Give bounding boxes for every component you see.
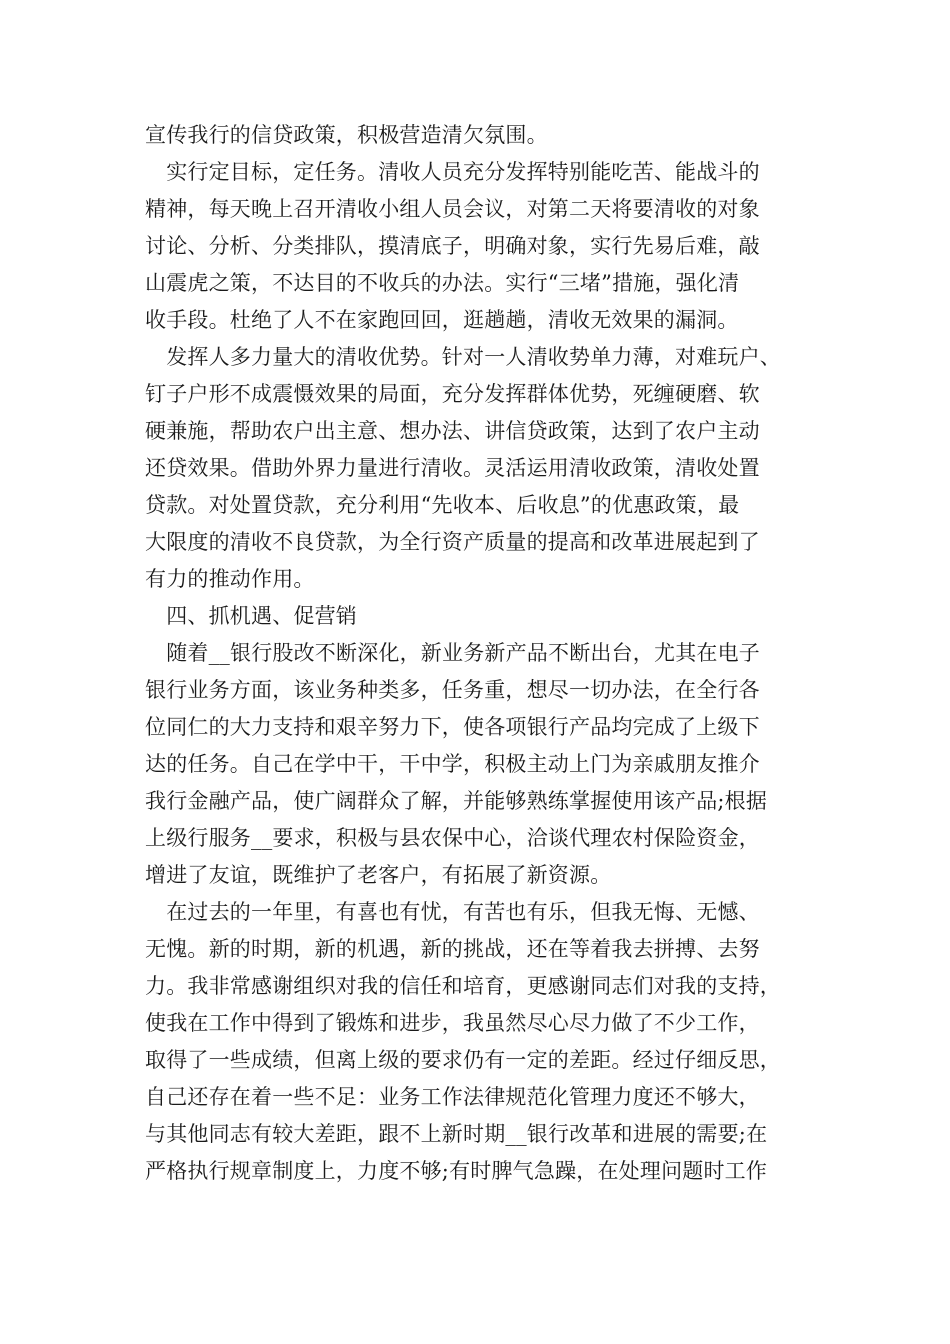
text-line: 讨论、分析、分类排队，摸清底子，明确对象，实行先易后难，敲 (145, 234, 760, 258)
text-line: 收手段。杜绝了人不在家跑回回，逛趟趟，清收无效果的漏洞。 (145, 308, 739, 332)
text-line: 有力的推动作用。 (145, 567, 315, 591)
text-line: 严格执行规章制度上，力度不够;有时脾气急躁，在处理问题时工作 (145, 1159, 768, 1183)
text-line: 力。我非常感谢组织对我的信任和培育，更感谢同志们对我的支持， (145, 974, 781, 998)
text-line: 贷款。对处置贷款，充分利用“先收本、后收息”的优惠政策，最 (145, 493, 740, 517)
text-line: 大限度的清收不良贷款，为全行资产质量的提高和改革进展起到了 (145, 530, 760, 554)
text-line: 还贷效果。借助外界力量进行清收。灵活运用清收政策，清收处置 (145, 456, 760, 480)
text-line: 实行定目标，定任务。清收人员充分发挥特别能吃苦、能战斗的 (145, 160, 760, 184)
section-heading: 四、抓机遇、促营销 (145, 604, 357, 628)
text-line: 银行业务方面，该业务种类多，任务重，想尽一切办法，在全行各 (145, 678, 760, 702)
text-line: 发挥人多力量大的清收优势。针对一人清收势单力薄，对难玩户、 (145, 345, 781, 369)
text-line: 使我在工作中得到了锻炼和进步，我虽然尽心尽力做了不少工作， (145, 1011, 760, 1035)
text-line: 达的任务。自己在学中干，干中学，积极主动上门为亲戚朋友推介 (145, 752, 760, 776)
text-line: 宣传我行的信贷政策，积极营造清欠氛围。 (145, 123, 548, 147)
text-line: 自己还存在着一些不足：业务工作法律规范化管理力度还不够大， (145, 1085, 760, 1109)
text-line: 上级行服务__要求，积极与县农保中心，洽谈代理农村保险资金， (145, 826, 760, 850)
text-line: 位同仁的大力支持和艰辛努力下，使各项银行产品均完成了上级下 (145, 715, 760, 739)
text-line: 钉子户形不成震慑效果的局面，充分发挥群体优势，死缠硬磨、软 (145, 382, 760, 406)
text-line: 在过去的一年里，有喜也有忧，有苦也有乐，但我无悔、无憾、 (145, 900, 760, 924)
text-line: 硬兼施，帮助农户出主意、想办法、讲信贷政策，达到了农户主动 (145, 419, 760, 443)
text-line: 增进了友谊，既维护了老客户，有拓展了新资源。 (145, 863, 612, 887)
text-line: 山震虎之策，不达目的不收兵的办法。实行“三堵”措施，强化清 (145, 271, 740, 295)
text-line: 取得了一些成绩，但离上级的要求仍有一定的差距。经过仔细反思， (145, 1048, 781, 1072)
text-line: 无愧。新的时期，新的机遇，新的挑战，还在等着我去拼搏、去努 (145, 937, 760, 961)
text-line: 随着__银行股改不断深化，新业务新产品不断出台，尤其在电子 (145, 641, 760, 665)
text-line: 与其他同志有较大差距，跟不上新时期__银行改革和进展的需要;在 (145, 1122, 768, 1146)
text-line: 我行金融产品，使广阔群众了解，并能够熟练掌握使用该产品;根据 (145, 789, 768, 813)
text-line: 精神，每天晚上召开清收小组人员会议，对第二天将要清收的对象 (145, 197, 760, 221)
